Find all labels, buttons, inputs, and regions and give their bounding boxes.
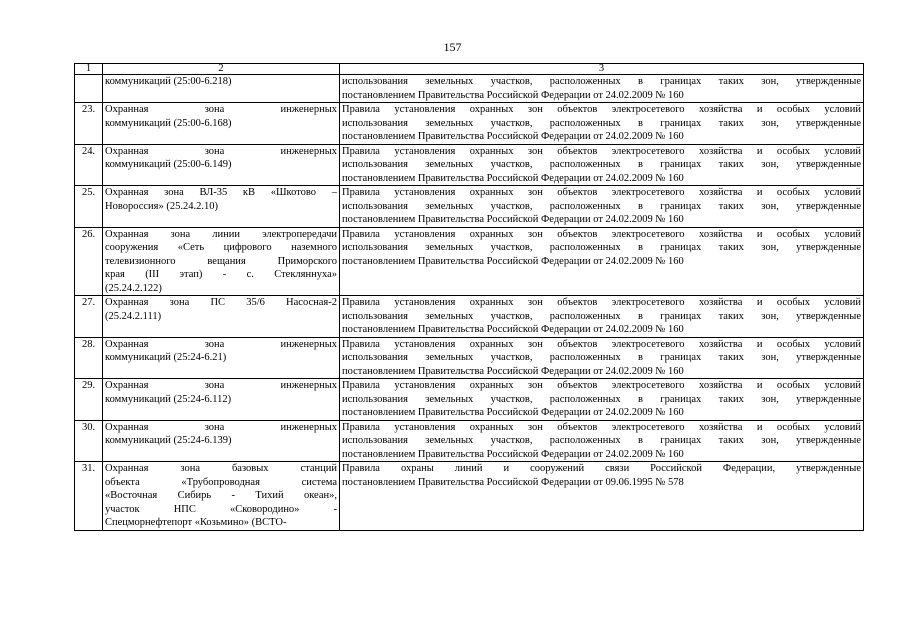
row-number: 26. (75, 227, 103, 296)
table-row (75, 103, 864, 145)
page-number: 157 (443, 40, 462, 54)
regulation-line: Правила установления охранных зон объектов электросетевого хозяйства и особых условий (342, 380, 861, 391)
regulation-line: Правила установления охранных зон объектов электросетевого хозяйства и особых условий (342, 297, 861, 308)
header-col-2: 2 (103, 64, 340, 75)
regulation-line: Правила установления охранных зон объектов электросетевого хозяйства и особых условий (342, 104, 861, 115)
regulation-line: использования земельных участков, расположенных в границах таких зон, утвержденные (342, 242, 861, 253)
regulation-line: Правила установления охранных зон объектов электросетевого хозяйства и особых условий (342, 187, 861, 198)
zones-table (74, 63, 864, 531)
zone-name-line: объекта «Трубопроводная система (105, 476, 337, 488)
header-col-3: 3 (340, 64, 864, 75)
zone-name-line: Охранная зона инженерных (105, 421, 337, 433)
zone-name-cell (103, 337, 340, 379)
zone-name-line: коммуникаций (25:00-6.218) (105, 76, 232, 87)
zone-name-line: края (III этап) - с. Стекляннуха» (105, 269, 337, 280)
zone-name-cell (103, 75, 340, 103)
table-row (75, 186, 864, 228)
zone-name-line: Охранная зона базовых станций (105, 463, 337, 474)
regulation-line: постановлением Правительства Российской Федерации от 09.06.1995 № 578 (342, 476, 684, 488)
regulation-line: постановлением Правительства Российской Федерации от 24.02.2009 № 160 (342, 214, 684, 225)
zone-name-cell (103, 103, 340, 145)
regulation-line: Правила установления охранных зон объектов электросетевого хозяйства и особых условий (342, 421, 861, 433)
row-number: 28. (75, 337, 103, 379)
zone-name-cell (103, 144, 340, 186)
zone-name-line: Охранная зона линии электропередачи (105, 228, 337, 240)
zone-name-cell (103, 296, 340, 338)
row-number: 27. (75, 296, 103, 338)
zone-name-line: коммуникаций (25:00-6.149) (105, 159, 232, 170)
zone-name-line: коммуникаций (25:24-6.112) (105, 393, 232, 405)
regulation-line: использования земельных участков, расположенных в границах таких зон, утвержденные (342, 76, 861, 87)
regulation-line: использования земельных участков, расположенных в границах таких зон, утвержденные (342, 310, 861, 322)
zone-name-cell (103, 227, 340, 296)
regulation-cell (340, 420, 864, 462)
regulation-cell (340, 227, 864, 296)
zone-name-cell (103, 420, 340, 462)
regulation-line: постановлением Правительства Российской Федерации от 24.02.2009 № 160 (342, 172, 684, 184)
regulation-line: постановлением Правительства Российской Федерации от 24.02.2009 № 160 (342, 365, 684, 377)
regulation-cell (340, 379, 864, 421)
regulation-line: Правила охраны линий и сооружений связи Российской Федерации, утвержденные (342, 463, 861, 474)
regulation-line: использования земельных участков, расположенных в границах таких зон, утвержденные (342, 435, 861, 446)
regulation-line: постановлением Правительства Российской Федерации от 24.02.2009 № 160 (342, 324, 684, 335)
regulation-cell (340, 296, 864, 338)
table-row (75, 144, 864, 186)
regulation-line: Правила установления охранных зон объектов электросетевого хозяйства и особых условий (342, 145, 861, 157)
zone-name-line: (25.24.2.122) (105, 282, 162, 294)
table-row (75, 462, 864, 531)
zone-name-line: коммуникаций (25:00-6.168) (105, 117, 232, 129)
header-col-1: 1 (75, 64, 103, 75)
zone-name-line: Охранная зона инженерных (105, 145, 337, 157)
zone-name-cell (103, 462, 340, 531)
zone-name-line: сооружения «Сеть цифрового наземного (105, 242, 337, 253)
zone-name-line: Охранная зона инженерных (105, 338, 337, 350)
zone-name-line: Новороссия» (25.24.2.10) (105, 200, 218, 212)
row-number: 23. (75, 103, 103, 145)
zone-name-line: Охранная зона ВЛ-35 кВ «Шкотово – (105, 187, 337, 198)
table-row (75, 420, 864, 462)
zone-name-line: «Восточная Сибирь - Тихий океан», (105, 490, 337, 501)
zone-name-cell (103, 379, 340, 421)
zone-name-line: коммуникаций (25:24-6.21) (105, 352, 227, 363)
table-row (75, 337, 864, 379)
regulation-line: использования земельных участков, расположенных в границах таких зон, утвержденные (342, 159, 861, 170)
zone-name-line: Спецморнефтепорт «Козьмино» (ВСТО- (105, 517, 287, 528)
regulation-line: постановлением Правительства Российской Федерации от 24.02.2009 № 160 (342, 407, 684, 418)
zone-name-line: Охранная зона ПС 35/6 Насосная-2 (105, 297, 337, 308)
regulation-cell (340, 186, 864, 228)
row-number: 24. (75, 144, 103, 186)
regulation-line: использования земельных участков, расположенных в границах таких зон, утвержденные (342, 352, 861, 363)
regulation-cell (340, 75, 864, 103)
zone-name-line: коммуникаций (25:24-6.139) (105, 435, 232, 446)
regulation-cell (340, 337, 864, 379)
row-number (75, 75, 103, 103)
table-row (75, 227, 864, 296)
regulation-line: постановлением Правительства Российской Федерации от 24.02.2009 № 160 (342, 448, 684, 460)
row-number: 31. (75, 462, 103, 531)
regulation-line: Правила установления охранных зон объектов электросетевого хозяйства и особых условий (342, 338, 861, 350)
zone-name-line: телевизионного вещания Приморского (105, 255, 337, 267)
regulation-line: постановлением Правительства Российской Федерации от 24.02.2009 № 160 (342, 89, 684, 101)
regulation-cell (340, 144, 864, 186)
zone-name-cell (103, 186, 340, 228)
regulation-line: Правила установления охранных зон объектов электросетевого хозяйства и особых условий (342, 228, 861, 240)
row-number: 29. (75, 379, 103, 421)
regulation-line: использования земельных участков, расположенных в границах таких зон, утвержденные (342, 117, 861, 129)
row-number: 25. (75, 186, 103, 228)
table-header-row (75, 64, 864, 75)
row-number: 30. (75, 420, 103, 462)
table-row (75, 379, 864, 421)
regulation-cell (340, 103, 864, 145)
regulation-line: использования земельных участков, расположенных в границах таких зон, утвержденные (342, 393, 861, 405)
regulation-line: постановлением Правительства Российской Федерации от 24.02.2009 № 160 (342, 131, 684, 142)
regulation-line: постановлением Правительства Российской Федерации от 24.02.2009 № 160 (342, 255, 684, 267)
table-row (75, 296, 864, 338)
table-row (75, 75, 864, 103)
zone-name-line: Охранная зона инженерных (105, 104, 337, 115)
zone-name-line: участок НПС «Сковородино» - (105, 503, 337, 515)
regulation-line: использования земельных участков, расположенных в границах таких зон, утвержденные (342, 200, 861, 212)
zone-name-line: (25.24.2.111) (105, 310, 162, 322)
regulation-cell (340, 462, 864, 531)
zone-name-line: Охранная зона инженерных (105, 380, 337, 391)
